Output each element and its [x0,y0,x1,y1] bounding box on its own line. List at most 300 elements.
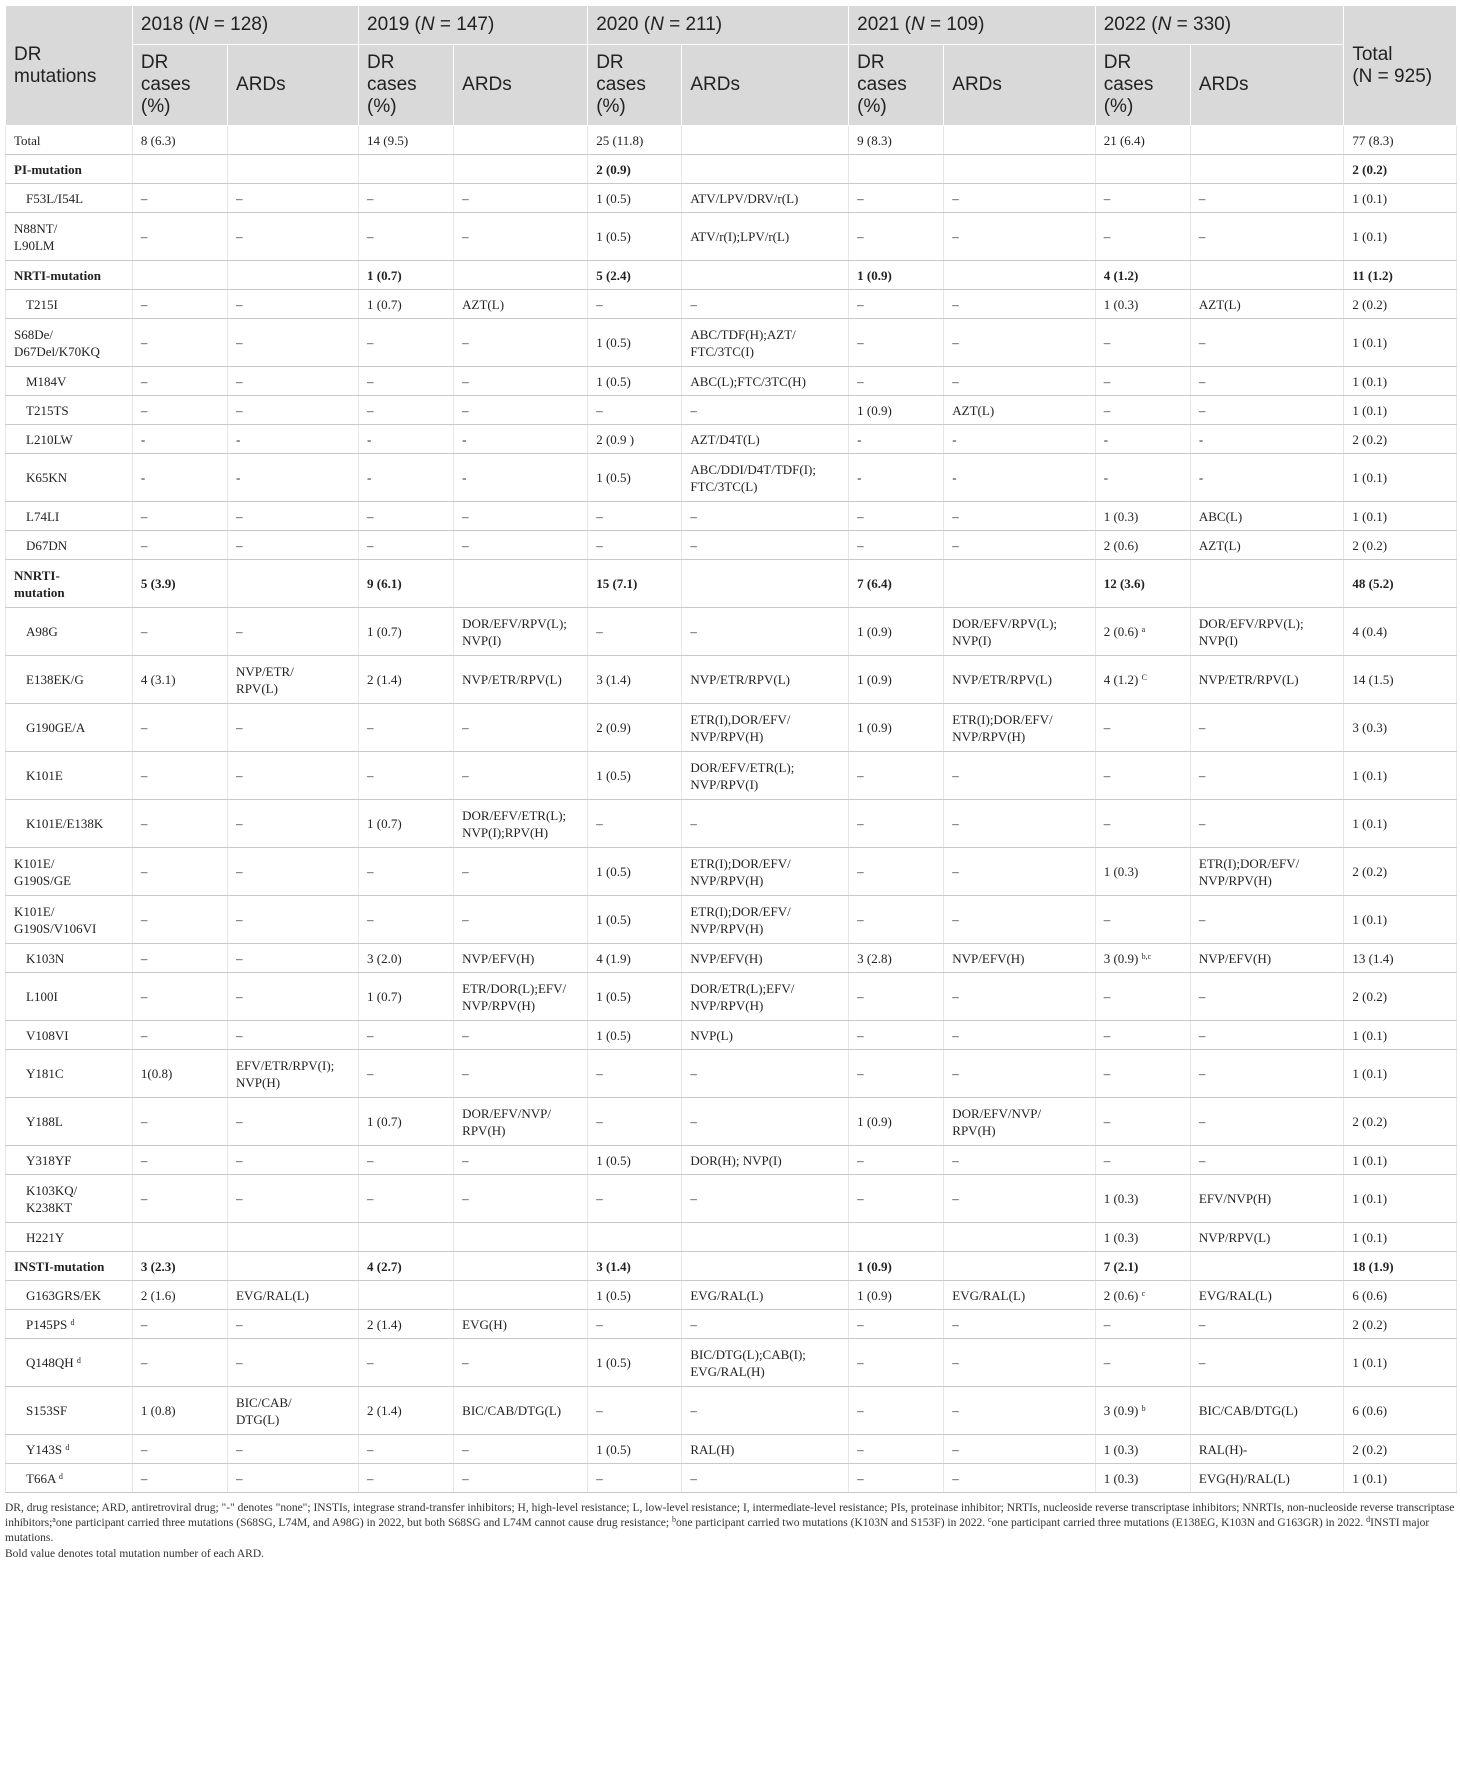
ards-cell [454,1281,588,1310]
ards-cell-text: – [462,1355,469,1370]
dr-cases-cell-text: 7 (2.1) [1103,1258,1139,1274]
dr-cases-cell-text: – [857,229,864,244]
dr-cases-cell-text: 1 (0.5) [596,912,631,927]
ards-header: ARDs [682,45,849,126]
dr-cases-cell [132,290,227,319]
dr-cases-cell-text: – [367,335,374,350]
ards-cell-text: ETR(I);DOR/EFV/ NVP/RPV(H) [1198,855,1300,888]
ards-cell [944,944,1095,973]
dr-cases-cell [359,1281,454,1310]
dr-cases-cell-text: 1 (0.5) [596,1355,631,1370]
dr-cases-cell [359,1223,454,1252]
dr-cases-cell [359,608,454,656]
total-cell-text: 14 (1.5) [1352,672,1394,687]
ards-cell [228,608,359,656]
ards-cell-text: ETR(I);DOR/EFV/ NVP/RPV(H) [952,711,1053,744]
dr-cases-cell-text: – [140,190,148,206]
dr-cases-cell-text: – [1103,1027,1111,1043]
dr-cases-cell [359,704,454,752]
year-header-2019: 2019 (N = 147) [359,6,588,45]
total-cell-text: 1 (0.1) [1352,1470,1388,1486]
dr-cases-cell [359,396,454,425]
ards-cell-text: – [690,1066,697,1081]
dr-cases-cell-text: – [367,1470,374,1486]
dr-cases-cell-text: 1 (0.3) [1103,1191,1139,1206]
ards-cell-text: - [236,470,241,485]
ards-cell-text: – [1198,335,1206,350]
dr-cases-header: DR cases (%) [588,45,682,126]
ards-cell-text: – [236,190,243,206]
ards-cell-text: AZT(L) [1198,537,1241,553]
ards-cell [682,213,849,261]
mutation-cell-text: K101E/ G190S/V106VI [14,903,97,936]
mutation-cell [6,367,133,396]
mutation-cell [6,319,133,367]
ards-cell [1190,1252,1343,1281]
ards-cell [228,1387,359,1435]
ards-cell [228,126,359,155]
total-cell-text: 1 (0.1) [1352,373,1388,389]
ards-cell-text: RAL(H) [690,1441,735,1457]
mutation-cell [6,1175,133,1223]
ards-cell [944,1281,1095,1310]
dr-cases-cell-text: 1 (0.5) [596,864,631,879]
ards-cell [228,800,359,848]
ards-cell [228,1435,359,1464]
dr-cases-cell [588,560,682,608]
total-cell [1344,367,1457,396]
dr-cases-cell [1095,800,1190,848]
ards-cell [682,454,849,502]
dr-cases-cell [1095,704,1190,752]
table-row [6,425,1457,454]
dr-cases-cell [588,502,682,531]
ards-cell [682,319,849,367]
ards-cell-text: BIC/CAB/DTG(L) [1198,1403,1298,1418]
mutation-cell [6,261,133,290]
ards-cell-text: EVG/RAL(L) [690,1287,764,1303]
dr-cases-cell [132,502,227,531]
dr-cases-cell [588,752,682,800]
ards-cell-text: – [1198,1066,1206,1081]
table-row [6,608,1457,656]
footnote-marker: c [1141,1288,1146,1298]
ards-cell-text: – [952,1027,959,1043]
mutation-cell-text: K103KQ/ K238KT [26,1182,78,1215]
dr-cases-cell-text: 5 (3.9) [140,576,176,591]
ards-cell [1190,502,1343,531]
ards-cell [228,396,359,425]
ards-cell-text: – [690,402,697,418]
table-row [6,973,1457,1021]
dr-cases-cell-text: 1 (0.5) [596,373,631,389]
total-cell-text: 1 (0.1) [1352,816,1388,831]
mutation-cell-text: PI-mutation [14,161,82,177]
total-cell-text: 2 (0.2) [1352,1441,1388,1457]
dr-cases-cell [849,155,944,184]
ards-cell [682,1387,849,1435]
ards-cell [682,1252,849,1281]
mutation-cell-text: V108VI [26,1027,69,1043]
ards-cell [944,213,1095,261]
dr-cases-cell-text: – [857,912,864,927]
dr-cases-cell-text: 5 (2.4) [596,267,631,283]
table-row [6,1281,1457,1310]
ards-cell-text: – [462,537,469,553]
dr-cases-cell-text: 1 (0.9) [857,1114,892,1129]
footnote-marker: b,c [1141,951,1152,961]
dr-cases-cell [359,944,454,973]
dr-cases-cell [359,261,454,290]
ards-cell [682,396,849,425]
dr-cases-cell [1095,396,1190,425]
ards-cell [454,656,588,704]
dr-cases-cell [1095,1435,1190,1464]
ards-cell-text: NVP/EFV(H) [952,950,1025,966]
dr-cases-cell-text: 2 (0.9) [596,720,631,735]
ards-cell-text: – [236,912,243,927]
mutation-cell [6,944,133,973]
ards-cell-text: – [462,1152,469,1168]
dr-cases-cell [588,896,682,944]
dr-cases-cell-text: - [1103,470,1109,485]
ards-cell [682,261,849,290]
dr-cases-cell-text: – [857,768,864,783]
ards-header: ARDs [228,45,359,126]
dr-cases-cell [588,1146,682,1175]
ards-cell [944,502,1095,531]
table-footnote [5,1501,1457,1562]
mutation-cell-text: L100I [26,989,58,1004]
ards-cell [1190,800,1343,848]
mutation-cell [6,1339,133,1387]
mutation-cell-text: T66A [26,1470,56,1486]
ards-cell [454,1464,588,1493]
dr-cases-cell-text: – [857,335,864,350]
dr-cases-cell-text: – [1103,989,1111,1004]
mutation-cell [6,973,133,1021]
dr-cases-cell-text: – [1103,816,1111,831]
table-row [6,1464,1457,1493]
mutation-cell [6,1146,133,1175]
dr-cases-cell [849,800,944,848]
mutation-cell-text: M184V [26,373,67,389]
mutation-cell-text: Y318YF [26,1152,72,1168]
ards-cell-text: – [462,720,469,735]
ards-cell-text: ABC(L) [1198,508,1243,524]
ards-cell-text: EFV/NVP(H) [1198,1191,1272,1206]
mutation-cell [6,1310,133,1339]
ards-cell-text: BIC/CAB/DTG(L) [462,1403,562,1418]
dr-cases-cell-text: 1 (0.5) [596,1152,631,1168]
ards-cell [682,944,849,973]
total-cell [1344,1050,1457,1098]
table-row [6,1021,1457,1050]
dr-cases-cell [359,1310,454,1339]
dr-cases-cell [132,1281,227,1310]
ards-cell [682,531,849,560]
total-cell-text: 77 (8.3) [1352,132,1394,148]
dr-cases-cell-text: 2 (0.6) [1103,624,1139,639]
dr-cases-cell [1095,367,1190,396]
dr-cases-cell-text: – [596,1316,603,1332]
dr-cases-cell [1095,1175,1190,1223]
mutation-cell-text: Q148QH [26,1355,74,1370]
dr-cases-cell [359,1464,454,1493]
ards-cell [682,1146,849,1175]
dr-cases-cell [588,800,682,848]
dr-cases-cell-text: 3 (2.3) [140,1258,176,1274]
dr-cases-cell-text: – [140,1152,148,1168]
ards-cell [682,608,849,656]
ards-cell [944,1021,1095,1050]
dr-cases-cell-text: 1 (0.5) [596,335,631,350]
table-row [6,1050,1457,1098]
dr-cases-cell-text: – [857,864,864,879]
dr-cases-cell [588,184,682,213]
dr-cases-cell-text: – [367,190,374,206]
dr-cases-cell-text: 1 (0.7) [367,267,402,283]
dr-cases-cell [1095,1021,1190,1050]
ards-cell-text: – [462,1441,469,1457]
ards-cell-text: NVP/ETR/ RPV(L) [236,663,294,696]
dr-cases-cell [588,1223,682,1252]
dr-cases-cell [1095,896,1190,944]
ards-cell-text: – [236,950,243,966]
ards-cell-text: ETR(I);DOR/EFV/ NVP/RPV(H) [690,903,791,936]
total-cell-text: 2 (0.2) [1352,1316,1388,1332]
dr-cases-cell-text: – [140,508,148,524]
ards-cell [454,184,588,213]
dr-cases-cell [588,1281,682,1310]
ards-cell [1190,126,1343,155]
ards-cell-text: – [952,373,959,389]
ards-cell [944,848,1095,896]
ards-cell [454,319,588,367]
ards-cell [454,1387,588,1435]
ards-cell-text: – [1198,1114,1206,1129]
dr-cases-cell [1095,656,1190,704]
ards-cell [454,704,588,752]
dr-cases-cell [849,319,944,367]
ards-cell [944,560,1095,608]
dr-cases-cell-text: – [857,296,864,312]
dr-cases-cell [132,704,227,752]
total-cell [1344,800,1457,848]
ards-cell-text: – [1198,768,1206,783]
dr-cases-cell-text: 1 (0.3) [1103,508,1139,524]
ards-cell-text: – [952,1355,959,1370]
dr-cases-cell-text: 1 (0.3) [1103,864,1139,879]
dr-cases-cell [849,396,944,425]
dr-cases-cell [588,126,682,155]
mutation-cell-text: G163GRS/EK [26,1287,102,1303]
total-cell [1344,1223,1457,1252]
mutation-cell-text: L210LW [26,431,73,447]
dr-cases-cell-text: – [1103,229,1111,244]
ards-cell [454,752,588,800]
dr-cases-cell [849,1050,944,1098]
dr-cases-cell-text: – [367,1027,374,1043]
ards-cell-text: DOR/EFV/RPV(L); NVP(I) [462,615,567,648]
ards-cell [1190,155,1343,184]
mutation-cell-text: G190GE/A [26,720,86,735]
dr-cases-cell [588,656,682,704]
table-row [6,213,1457,261]
ards-cell [454,1146,588,1175]
table-row [6,1098,1457,1146]
dr-cases-cell-text: – [367,229,374,244]
ards-cell-text: – [690,537,697,553]
dr-cases-cell [588,396,682,425]
total-cell-text: 1 (0.1) [1352,912,1388,927]
total-cell-text: 1 (0.1) [1352,1152,1388,1168]
total-cell [1344,704,1457,752]
ards-cell [228,454,359,502]
ards-cell [1190,1021,1343,1050]
dr-cases-cell-text: 1 (0.9) [857,624,892,639]
dr-cases-cell-text: – [140,720,148,735]
dr-cases-cell [1095,155,1190,184]
ards-cell-text: – [952,816,959,831]
mutation-cell [6,1281,133,1310]
table-row [6,1223,1457,1252]
ards-cell-text: – [690,1316,697,1332]
dr-cases-cell [1095,944,1190,973]
ards-cell [228,1175,359,1223]
ards-cell [682,656,849,704]
ards-cell-text: – [462,864,469,879]
ards-cell [944,704,1095,752]
total-cell-text: 1 (0.1) [1352,335,1388,350]
dr-cases-cell-text: 1 (0.7) [367,989,402,1004]
ards-cell [228,1339,359,1387]
mutation-cell-text: K101E/ G190S/GE [14,855,72,888]
dr-cases-cell [588,1050,682,1098]
dr-cases-cell-text: 1(0.8) [140,1066,173,1081]
ards-cell [944,1175,1095,1223]
dr-cases-cell [849,704,944,752]
mutation-cell-text: Y143S [26,1441,63,1457]
ards-cell-text: – [462,402,469,418]
ards-cell [228,502,359,531]
total-cell [1344,1339,1457,1387]
ards-cell-text: NVP/ETR/RPV(L) [690,672,791,687]
mutation-cell [6,1435,133,1464]
dr-cases-cell-text: - [1103,431,1109,447]
dr-cases-cell-text: – [857,508,864,524]
ards-cell-text: – [952,1441,959,1457]
dr-cases-cell-text: – [596,624,603,639]
ards-cell [228,1310,359,1339]
dr-cases-cell-text: – [140,989,148,1004]
dr-cases-cell [132,531,227,560]
dr-cases-cell [588,1098,682,1146]
ards-cell [1190,1098,1343,1146]
mutation-cell-text: N88NT/ L90LM [14,220,58,253]
total-cell-text: 1 (0.1) [1352,1355,1388,1370]
ards-cell [228,1050,359,1098]
dr-cases-cell [1095,560,1190,608]
dr-cases-cell [359,1387,454,1435]
ards-cell [228,944,359,973]
mutation-cell-text: K101E/E138K [26,816,104,831]
dr-cases-cell [849,1252,944,1281]
dr-cases-cell-text: 3 (2.0) [367,950,402,966]
ards-cell [944,319,1095,367]
ards-cell-text: AZT(L) [462,296,505,312]
ards-cell-text: – [236,768,243,783]
table-row [6,396,1457,425]
ards-cell [228,531,359,560]
ards-cell [228,213,359,261]
ards-cell [1190,1310,1343,1339]
ards-header: ARDs [454,45,588,126]
dr-cases-cell-text: – [140,624,148,639]
ards-cell [1190,290,1343,319]
year-header-2018: 2018 (N = 128) [132,6,358,45]
ards-cell [1190,261,1343,290]
ards-cell-text: DOR/ETR(L);EFV/ NVP/RPV(H) [690,980,795,1013]
dr-cases-cell-text: 9 (6.1) [367,576,402,591]
ards-cell [944,896,1095,944]
dr-cases-cell [1095,752,1190,800]
dr-cases-cell [132,1223,227,1252]
ards-cell-text: – [952,768,959,783]
total-cell-text: 2 (0.2) [1352,864,1388,879]
table-row [6,704,1457,752]
table-row [6,454,1457,502]
dr-cases-cell-text: 3 (0.9) [1103,950,1139,966]
table-row [6,800,1457,848]
dr-cases-cell-text: – [140,950,148,966]
dr-cases-cell-text: – [596,1470,603,1486]
ards-cell [454,425,588,454]
category-row [6,261,1457,290]
ards-cell-text: ABC/TDF(H);AZT/ FTC/3TC(I) [690,326,796,359]
ards-cell [1190,848,1343,896]
ards-cell [944,290,1095,319]
dr-cases-cell-text: – [1103,402,1111,418]
ards-cell [228,752,359,800]
ards-cell-text: – [952,912,959,927]
ards-cell [682,126,849,155]
ards-cell [682,1098,849,1146]
category-row [6,155,1457,184]
dr-cases-cell-text: – [367,1441,374,1457]
dr-cases-cell [849,1339,944,1387]
dr-cases-header: DR cases (%) [849,45,944,126]
ards-cell-text: EFV/ETR/RPV(I); NVP(H) [236,1057,335,1090]
ards-cell-text: – [462,912,469,927]
ards-cell [228,261,359,290]
dr-cases-cell-text: 4 (3.1) [140,672,176,687]
dr-cases-cell [359,1050,454,1098]
dr-cases-cell [849,1098,944,1146]
total-cell-text: 11 (1.2) [1352,267,1393,283]
dr-cases-cell [359,1252,454,1281]
dr-cases-cell-text: 12 (3.6) [1103,576,1145,591]
ards-cell [1190,973,1343,1021]
dr-cases-cell [1095,1050,1190,1098]
ards-cell [1190,1464,1343,1493]
dr-cases-cell [132,1021,227,1050]
ards-cell [228,155,359,184]
mutation-cell-text: K103N [26,950,65,966]
dr-cases-cell [132,800,227,848]
dr-cases-cell-text: – [140,402,148,418]
ards-cell [454,800,588,848]
